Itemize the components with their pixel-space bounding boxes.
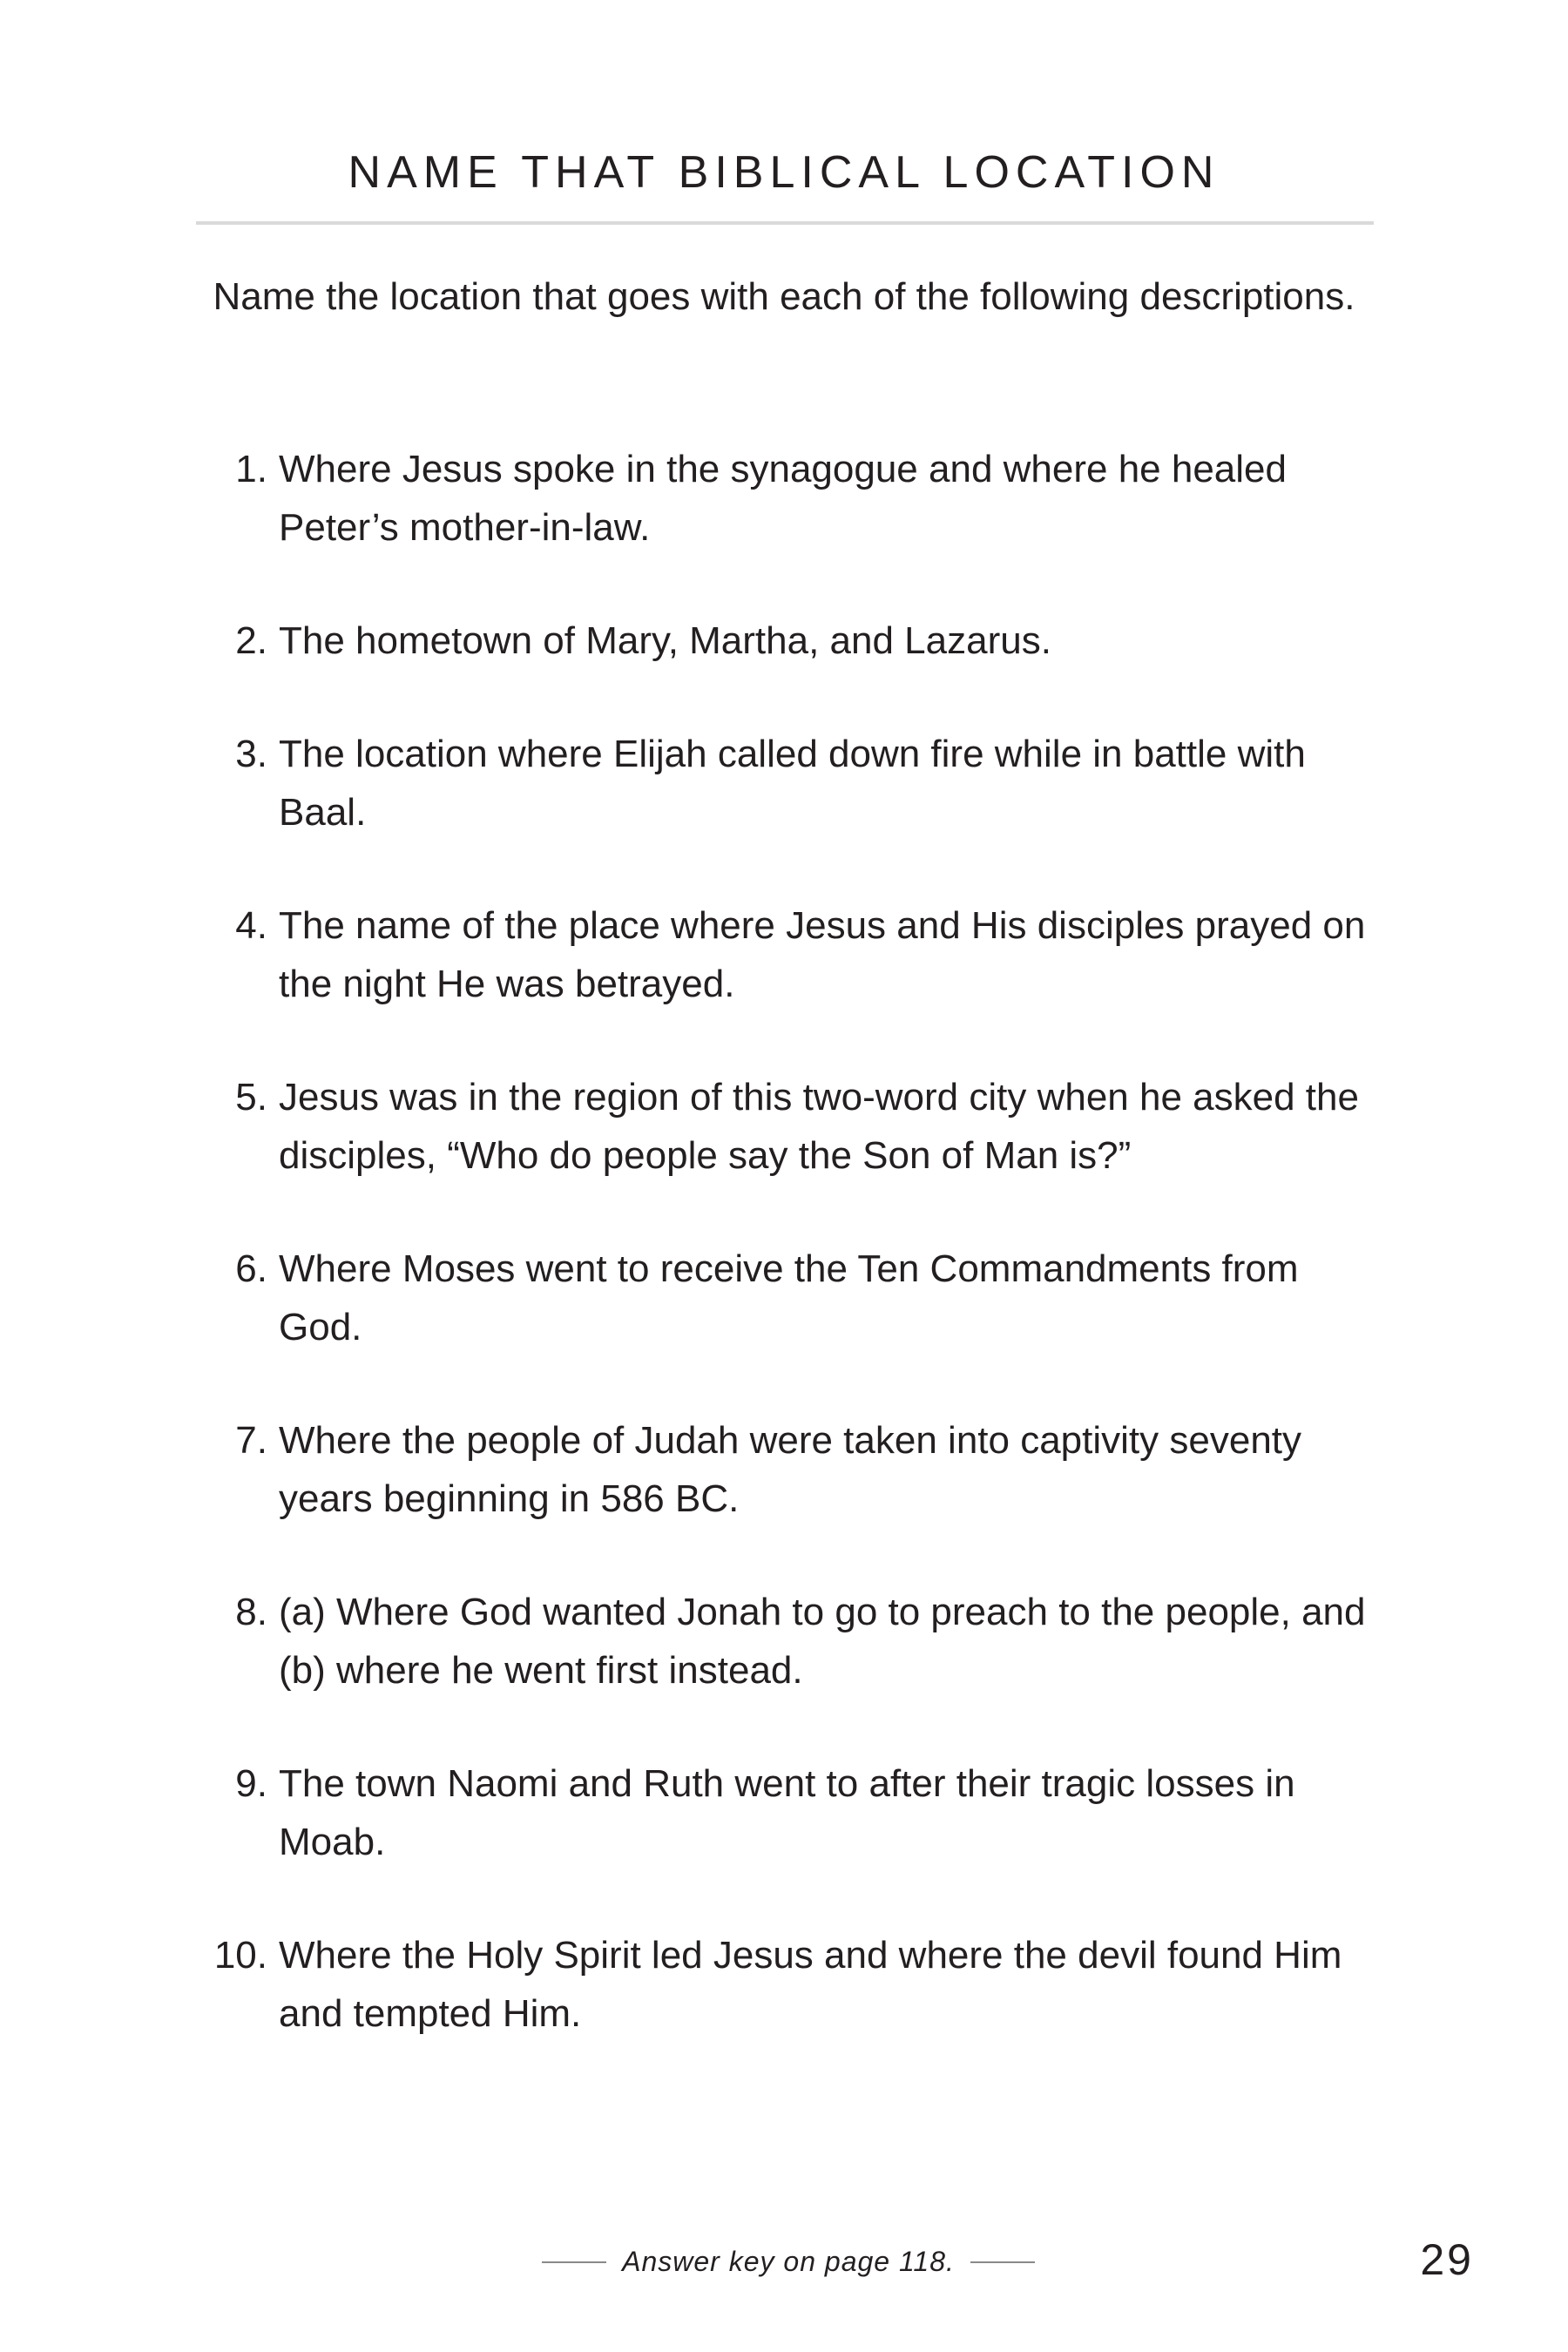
question-text: Where the Holy Spirit led Jesus and where the devil found Him and tempted Him. [279,1934,1342,2035]
question-item [196,1926,1381,2043]
instructions: Name the location that goes with each of the following descriptions. [213,275,1355,318]
question-number: 8. [235,1591,267,1633]
question-item [196,612,1381,670]
question-item [196,440,1381,557]
title-divider [196,221,1374,225]
question-text: Jesus was in the region of this two-word city when he asked the disciples, “Who do people say the Son of Man is?” [279,1076,1359,1177]
question-number: 7. [235,1419,267,1462]
question-number: 4. [235,904,267,947]
question-text: The name of the place where Jesus and His disciples prayed on the night He was betrayed. [279,904,1366,1005]
question-text: The location where Elijah called down fire while in battle with Baal. [279,733,1306,834]
question-item [196,1754,1381,1871]
question-text: Where Moses went to receive the Ten Commandments from God. [279,1247,1299,1348]
question-text: Where the people of Judah were taken into captivity seventy years beginning in 586 BC. [279,1419,1302,1520]
question-number: 5. [235,1076,267,1119]
question-item [196,725,1381,841]
question-number: 2. [235,619,267,662]
question-list [196,440,1381,2098]
question-number: 6. [235,1247,267,1290]
answer-key-text: Answer key on page 118. [622,2246,955,2277]
page-number: 29 [1420,2235,1474,2284]
question-text: The town Naomi and Ruth went to after their tragic losses in Moab. [279,1762,1295,1863]
question-number: 9. [235,1762,267,1805]
question-item [196,1068,1381,1185]
question-item [196,896,1381,1013]
question-item [196,1240,1381,1356]
answer-key-note [514,2246,1063,2278]
footer-rule-left [542,2261,606,2263]
question-text: The hometown of Mary, Martha, and Lazarus. [279,619,1051,662]
page-title: NAME THAT BIBLICAL LOCATION [348,147,1220,198]
question-item [196,1411,1381,1528]
footer-rule-right [970,2261,1035,2263]
question-number: 1. [235,448,267,490]
question-number: 10. [213,1934,267,1977]
question-text: Where Jesus spoke in the synagogue and where he healed Peter’s mother-in-law. [279,448,1287,549]
question-text: (a) Where God wanted Jonah to go to preach to the people, and (b) where he went first instead. [279,1591,1366,1692]
question-number: 3. [235,733,267,775]
question-item [196,1583,1381,1700]
